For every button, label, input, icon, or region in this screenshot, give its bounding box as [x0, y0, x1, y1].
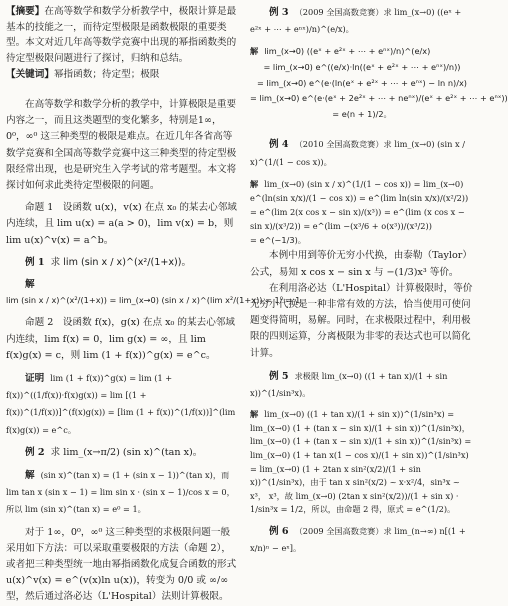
right-column: [250, 4, 508, 557]
proof-text: lim (1 + f(x))^g(x) = lim (1 + f(x))^((1/f(x))·f(x)g(x)) = lim [(1 + f(x))^(1/f(x))]^(f(x)g(x)) = [lim (1 + f(x))^(1/f(x))]^(lim f(x)g(x)) = e^c。: [6, 373, 236, 435]
solution-1-text: lim (sin x / x)^(x²/(1+x)) = lim_(x→0) (sin x / x)^(lim x²/(1+x)) = 1⁰ = 1。: [6, 295, 309, 306]
solution-3-line-1: 解 lim_(x→0) ((eˣ + e²ˣ + ⋯ + eⁿˣ)/n)^(e/x): [250, 46, 431, 57]
example-3-label: 例 3: [269, 7, 289, 18]
solution-1-label: 解: [25, 279, 35, 290]
solution-4-line-3: = e^(−1/3)。: [250, 234, 306, 245]
solution-3-line-5: = e(n + 1)/2。: [332, 108, 392, 119]
solution-5-line-1: lim_(x→0) ((1 + tan x)/(1 + sin x))^(1/sin³x) = lim_(x→0) (1 + (tan x − sin x)/(1 + sin x))^(1/sin³x)，: [250, 409, 470, 433]
solution-5-line-4: x³，故 lim_(x→0) (2tan x sin²(x/2))/(1 + sin x) · 1/sin³x = 1/2，所: [250, 490, 459, 515]
intro-paragraph: 在高等数学和数学分析的教学中，计算极限是重要内容之一，而且这类题型的变化繁多，特别是1∞，0⁰，∞⁰ 这三种类型的极限是难点。在近几年各省高等数学竞赛和全国高等数学竞赛中这三种类型的待定型极限经常出现，也是研究生入学考试的常考题型。本文将探讨如何求此类待定型极限的问题。: [6, 98, 237, 191]
abstract-tag: 【摘要】: [6, 6, 45, 17]
example-6-text: （2009 全国高数竞赛）求 lim_(n→∞) n[(1 + x/n)ⁿ − eˣ]。: [250, 525, 466, 554]
example-2-text: 求 lim_(x→π/2) (sin x)^(tan x)。: [50, 446, 203, 458]
example-5-text: 求极限 lim_(x→0) ((1 + tan x)/(1 + sin x))^(1/sin³x)。: [250, 370, 448, 398]
keywords: [6, 67, 238, 83]
solution-3-line-3: = lim_(x→0) e^(e·(ln(eˣ + e²ˣ + ⋯ + eⁿˣ) − ln n)/x): [256, 77, 468, 88]
example-5-label: 例 5: [269, 370, 289, 382]
solution-5: [250, 408, 474, 517]
example-2: [6, 445, 238, 461]
proof-label: 证明: [25, 373, 45, 385]
solution-3-label: 解: [250, 46, 259, 57]
proposition-1: 命题 1 设函数 u(x)，v(x) 在点 x₀ 的某去心邻域内连续，且 lim u(x) = a(a > 0)，lim v(x) = b，则 lim u(x)^v(x) = a^b。: [6, 202, 237, 246]
example-4-label: 例 4: [269, 139, 289, 151]
solution-2-text: (sin x)^(tan x) = (1 + (sin x − 1))^(tan x)，而 lim tan x (sin x − 1) = lim sin x · (sin x − 1)/cos x = 0，所以 lim (sin x)^(tan x) = e⁰ = 1。: [6, 470, 235, 515]
example-4-text: （2010 全国高数竞赛）求 lim_(x→0) (sin x / x)^(1/(1 − cos x))。: [250, 139, 465, 167]
example-5: [250, 368, 474, 402]
example-2-label: 例 2: [25, 446, 45, 458]
solution-5-line-5: 以，由命题 2 得，原式 = e^(1/2)。: [319, 504, 456, 515]
solution-2-label: 解: [25, 470, 35, 482]
example-4: [250, 136, 474, 170]
solution-5-line-3: = lim_(x→0) (1 + 2tan x sin²(x/2)/(1 + sin x))^(1/sin³x)，由于 tan x sin²(x/2) ~ x·x²/4，sin³x ~ x³，: [250, 463, 460, 501]
keywords-tag: 【关键词】: [6, 69, 54, 81]
example-1-text: 求 lim (sin x / x)^(x²/(1+x))。: [50, 256, 192, 268]
example-3: [250, 4, 474, 38]
abstract-text: 在高等数学和数学分析教学中，极限计算是最基本的技能之一，而待定型极限是函数极限的重要类型。本文对近几年高等数学竞赛中出现的幂指函数类的待定型极限问题进行了探讨，归纳和总结。: [6, 6, 237, 64]
solution-2: [6, 467, 238, 519]
solution-3-line-4: = lim_(x→0) e^(e·(eˣ + 2e²ˣ + ⋯ + neⁿˣ)/(eˣ + e²ˣ + ⋯ + eⁿˣ)): [250, 93, 508, 104]
example-3-text: （2009 全国高数竞赛）求 lim_(x→0) ((eˣ + e²ˣ + ⋯ + eⁿˣ)/n)^(e/x)。: [250, 7, 462, 35]
abstract: [6, 4, 238, 66]
example-1: [6, 255, 238, 271]
closing-paragraph: 对于 1∞，0⁰，∞⁰ 这三种类型的求极限问题一般采用如下方法：可以采取重要极限的方法（命题 2），或者把三种类型统一地由幂指函数化成复合函数的形式 u(x)^v(x) = e^(v(x)ln u(x))，转变为 0/0 或 ∞/∞ 型，然后通过洛必达（L'Hospital）法则计算极限。: [6, 526, 237, 603]
keywords-text: 幂指函数；待定型；极限: [53, 69, 160, 81]
proposition-2: 命题 2 设函数 f(x)，g(x) 在点 x₀ 的某去心邻域内连续，lim f(x) = 0，lim g(x) = ∞，且 lim f(x)g(x) = c，则 lim (1 + f(x))^g(x) = e^c。: [6, 317, 235, 361]
proof: [6, 370, 238, 439]
lhospital-note: 在利用洛必达（L'Hospital）计算极限时，等价无穷小代换是一种非常有效的方法，恰当使用可使问题变得简明，易解。同时，在求极限过程中，利用极限的四则运算，分离极限为非零的表达式也可以简化计算。: [250, 282, 473, 359]
solution-3-line-2: = lim_(x→0) e^((e/x)·ln((eˣ + e²ˣ + ⋯ + eⁿˣ)/n)): [263, 62, 461, 72]
solution-5-label: 解: [250, 409, 259, 420]
example-1-label: 例 1: [25, 256, 45, 268]
solution-4-line-1: 解 lim_(x→0) (sin x / x)^(1/(1 − cos x)) = lim_(x→0) e^(ln(sin x/x)/(1 − cos x)) = e^(lim ln(sin x/x)/(x²/2)): [250, 178, 469, 203]
taylor-note: 本例中用到等价无穷小代换，由泰勒（Taylor）公式，易知 x cos x − sin x 与 −(1/3)x³ 等价。: [250, 250, 472, 278]
solution-1: [6, 277, 309, 309]
example-6-label: 例 6: [269, 525, 289, 537]
solution-4-line-2: = e^(lim 2(x cos x − sin x)/(x³)) = e^(lim (x cos x − sin x)/(x³/2)) = e^(lim −(x³/6 + o(x³))/(x³/2)): [250, 206, 465, 231]
example-6: [250, 523, 474, 557]
solution-4-label: 解: [250, 178, 259, 189]
solution-5-line-2: lim_(x→0) (1 + (tan x − sin x)/(1 + sin x))^(1/sin³x) = lim_(x→0) (1 + tan x(1 − cos x)/(1 + sin x))^(1/sin³x): [250, 436, 472, 460]
